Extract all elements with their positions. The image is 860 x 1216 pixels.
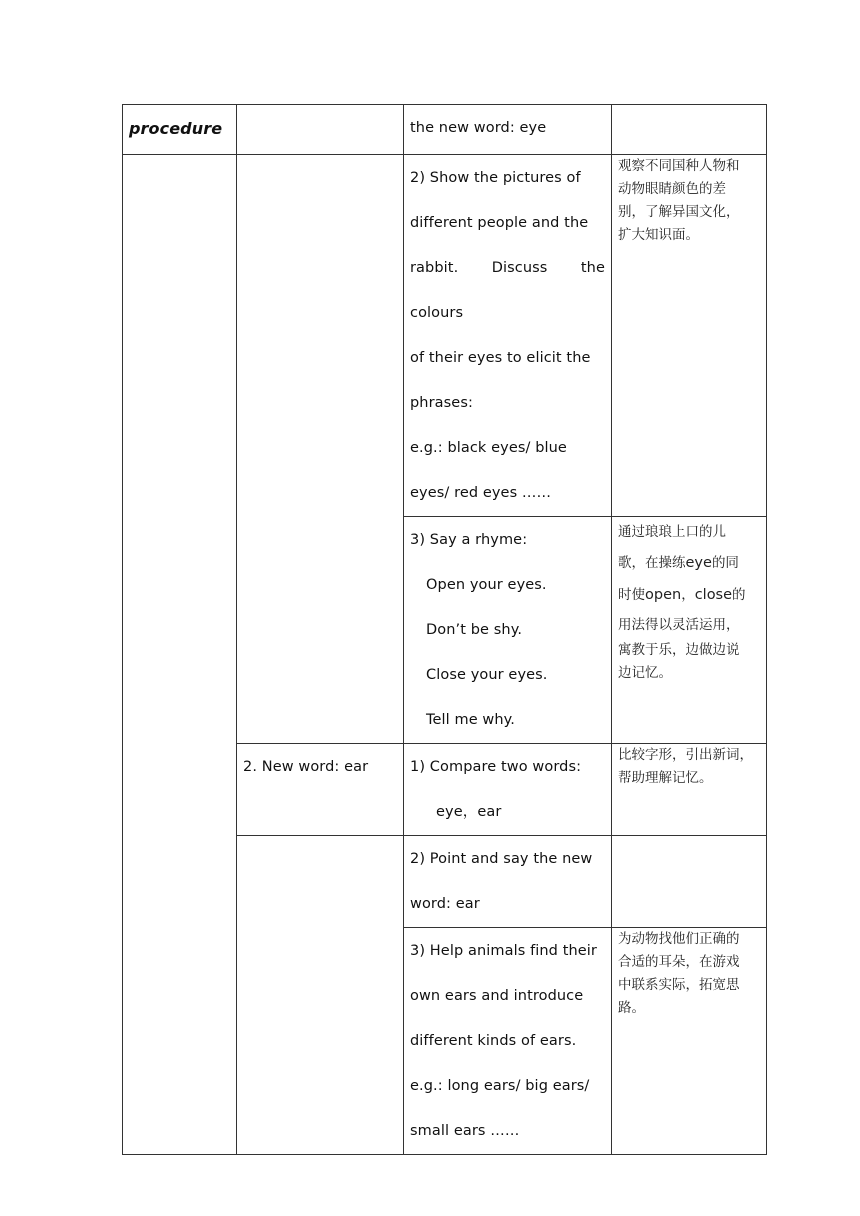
purpose-text: 时使 <box>618 587 645 603</box>
cell-stage-merged <box>123 155 237 1155</box>
purpose-text: ， <box>681 587 695 603</box>
purpose-line <box>618 548 760 579</box>
cell-purpose <box>612 105 767 155</box>
lesson-plan-table <box>122 104 767 1155</box>
activity-line: phrases: <box>410 395 473 411</box>
purpose-line: 通过琅琅上口的儿 <box>618 524 726 540</box>
cell-activity <box>404 928 612 1155</box>
cell-stage <box>123 105 237 155</box>
activity-line: e.g.: black eyes/ blue <box>410 440 567 456</box>
activity-line: own ears and introduce <box>410 988 584 1004</box>
rhyme-line: Close your eyes. <box>426 667 548 683</box>
cell-purpose <box>612 517 767 744</box>
cell-purpose <box>612 744 767 836</box>
purpose-line: 观察不同国种人物和 <box>618 158 740 174</box>
activity-line: eyes/ red eyes …… <box>410 485 552 501</box>
cell-step-merged <box>237 836 404 1155</box>
table-row <box>123 155 767 517</box>
rhyme-line: Don’t be shy. <box>426 622 523 638</box>
activity-line: different people and the <box>410 215 589 231</box>
purpose-line: 路。 <box>618 1000 645 1016</box>
cell-purpose <box>612 155 767 517</box>
keyword-open: open <box>645 587 682 603</box>
cell-activity <box>404 517 612 744</box>
purpose-line: 合适的耳朵，在游戏 <box>618 954 740 970</box>
cell-purpose <box>612 928 767 1155</box>
activity-line: 1) Compare two words: <box>410 759 582 775</box>
cell-step-merged <box>237 155 404 744</box>
rhyme-title: 3) Say a rhyme: <box>410 532 528 548</box>
activity-line: 3) Help animals find their <box>410 943 597 959</box>
activity-line: 2) Show the pictures of <box>410 170 581 186</box>
cell-activity <box>404 744 612 836</box>
purpose-line: 为动物找他们正确的 <box>618 931 740 947</box>
activity-line: of their eyes to elicit the <box>410 350 591 366</box>
purpose-text: 歌，在操练 <box>618 555 686 571</box>
cell-step <box>237 744 404 836</box>
activity-line: small ears …… <box>410 1123 520 1139</box>
purpose-line: 帮助理解记忆。 <box>618 770 713 786</box>
activity-line: e.g.: long ears/ big ears/ <box>410 1078 590 1094</box>
activity-line: rabbit. Discuss the colours <box>410 260 605 321</box>
stage-label: procedure <box>129 119 223 138</box>
keyword-close: close <box>694 587 733 603</box>
purpose-line: 扩大知识面。 <box>618 227 699 243</box>
activity-line: 2) Point and say the new <box>410 851 593 867</box>
cell-purpose <box>612 836 767 928</box>
activity-text: the new word: eye <box>410 120 547 136</box>
purpose-line: 寓教于乐，边做边说 <box>618 642 740 658</box>
cell-step <box>237 105 404 155</box>
purpose-text: 的 <box>732 587 746 603</box>
activity-line: different kinds of ears. <box>410 1033 577 1049</box>
purpose-line: 别，了解异国文化， <box>618 204 740 220</box>
purpose-text: 的同 <box>711 555 739 571</box>
cell-activity <box>404 836 612 928</box>
rhyme-line: Open your eyes. <box>426 577 547 593</box>
purpose-line: 动物眼睛颜色的差 <box>618 181 726 197</box>
step-label: 2. New word: ear <box>243 759 369 775</box>
keyword-eye: eye <box>685 555 712 571</box>
activity-line: word: ear <box>410 896 480 912</box>
purpose-line <box>618 579 760 612</box>
purpose-line: 比较字形，引出新词， <box>618 747 753 763</box>
rhyme-line: Tell me why. <box>426 712 516 728</box>
purpose-line: 用法得以灵活运用， <box>618 617 740 633</box>
purpose-line: 边记忆。 <box>618 665 672 681</box>
purpose-line: 中联系实际，拓宽思 <box>618 977 740 993</box>
activity-line: eye，ear <box>436 804 502 820</box>
cell-activity <box>404 105 612 155</box>
table-row <box>123 105 767 155</box>
cell-activity <box>404 155 612 517</box>
